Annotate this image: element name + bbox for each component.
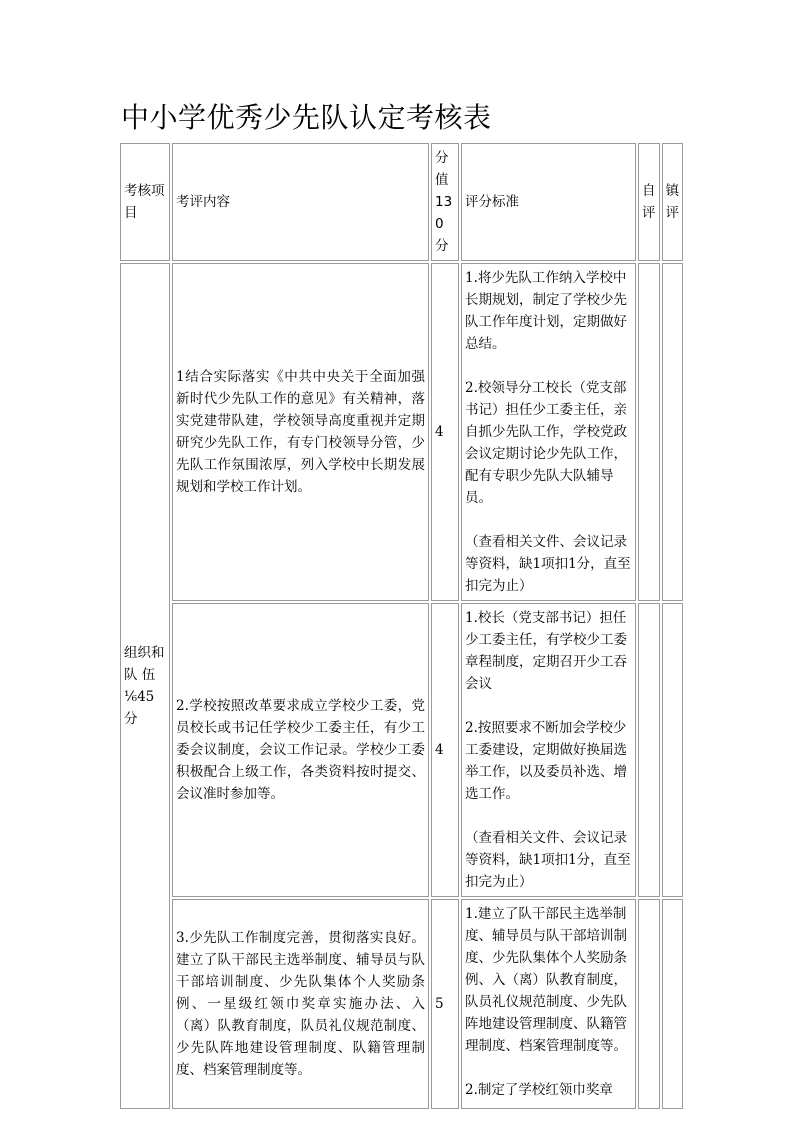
criteria-paragraph: 1.建立了队干部民主选举制度、辅导员与队干部培训制度、少先队集体个人奖励条例、入（离）队教育制度，队员礼仪规范制度、少先队阵地建设管理制度、队籍管理制度、档案管理制度等。 [465, 906, 627, 1054]
self-score-cell[interactable] [638, 263, 660, 601]
row-content: 1结合实际落实《中共中央关于全面加强新时代少先队工作的意见》有关精神，落实党建带队建，学校领导高度重视并定期研究少先队工作，有专门校领导分管，少先队工作氛围浓厚，列入学校中长期发展规划和学校工作计划。 [172, 263, 429, 601]
criteria-paragraph: （查看相关文件、会议记录等资料，缺1项扣1分，直至扣完为止） [465, 830, 631, 890]
criteria-clip [465, 903, 632, 1105]
row-score: 5 [431, 899, 459, 1109]
header-self: 自评 [638, 143, 660, 261]
criteria-paragraph: 2.按照要求不断加会学校少工委建设，定期做好换届选举工作，以及委员补选、增选工作。 [465, 720, 627, 802]
table-header-row [120, 143, 683, 261]
row-score: 4 [431, 263, 459, 601]
criteria-paragraph: （查看相关文件、会议记录等资料，缺1项扣1分，直至扣完为止） [465, 534, 631, 594]
criteria-paragraph: 1.将少先队工作纳入学校中长期规划，制定了学校少先队工作年度计划，定期做好总结。 [465, 270, 627, 352]
self-score-cell[interactable] [638, 603, 660, 897]
row-criteria [461, 603, 636, 897]
criteria-paragraph: 1.校长（党支部书记）担任少工委主任，有学校少工委章程制度，定期召开少工吞会议 [465, 610, 627, 692]
page-title: 中小学优秀少先队认定考核表 [121, 101, 492, 134]
criteria-paragraph: 2.校领导分工校长（党支部书记）担任少工委主任，亲自抓少先队工作，学校党政会议定期讨论少先队工作，配有专职少先队大队辅导员。 [465, 380, 627, 506]
self-score-cell[interactable] [638, 899, 660, 1109]
table-row [120, 899, 683, 1109]
header-content: 考评内容 [172, 143, 429, 261]
town-score-cell[interactable] [662, 263, 684, 601]
table-row [120, 603, 683, 897]
row-score: 4 [431, 603, 459, 897]
town-score-cell[interactable] [662, 603, 684, 897]
criteria-paragraph: 2.制定了学校红领巾奖章 [465, 1082, 613, 1098]
town-score-cell[interactable] [662, 899, 684, 1109]
assessment-table [118, 141, 685, 1111]
category-cell: 组织和队 伍⅙45分 [120, 263, 170, 1109]
header-town: 镇评 [662, 143, 684, 261]
row-criteria [461, 899, 636, 1109]
header-criteria: 评分标准 [461, 143, 636, 261]
row-criteria [461, 263, 636, 601]
row-content: 2.学校按照改革要求成立学校少工委，党员校长或书记任学校少工委主任，有少工委会议制度，会议工作记录。学校少工委积极配合上级工作，各类资料按时提交、会议准时参加等。 [172, 603, 429, 897]
table-row [120, 263, 683, 601]
header-score: 分值130分 [431, 143, 459, 261]
row-content: 3.少先队工作制度完善，贯彻落实良好。建立了队干部民主选举制度、辅导员与队干部培训制度、少先队集体个人奖励条例、一星级红领巾奖章实施办法、入（离）队教育制度，队员礼仪规范制度、少先队阵地建设管理制度、队籍管理制度、档案管理制度等。 [172, 899, 429, 1109]
header-item: 考核项目 [120, 143, 170, 261]
